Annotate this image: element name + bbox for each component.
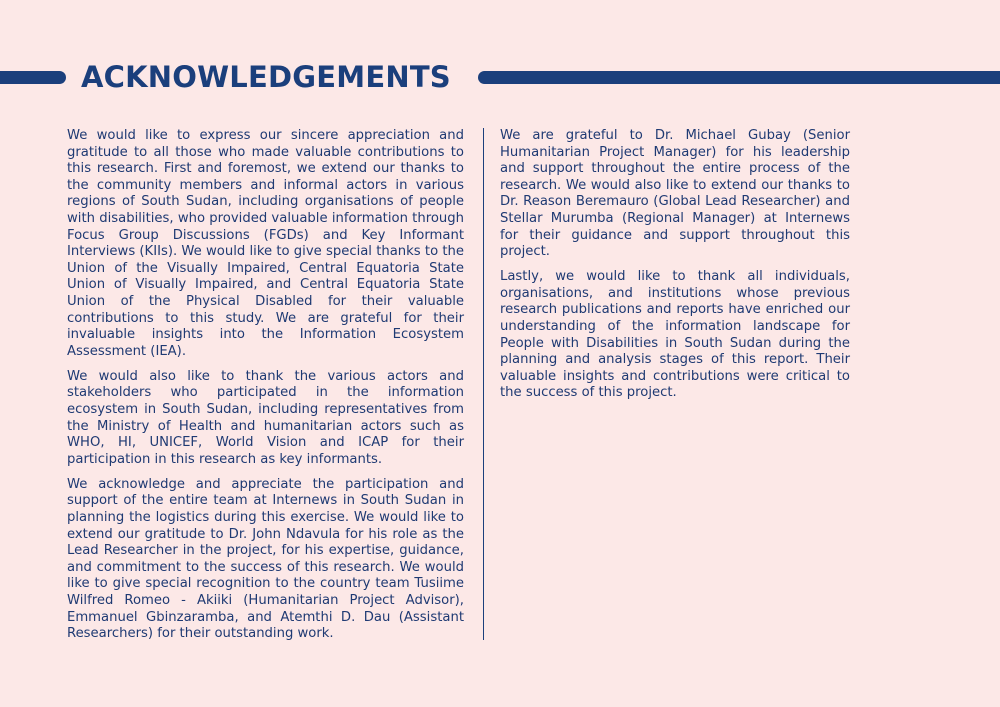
- paragraph: Lastly, we would like to thank all individuals, organisations, and institutions whose previous research publications and reports have enriched our understanding of the information landscape for People with Disabilities in South Sudan during the planning and analysis stages of this report. Their valuable insights and contributions were critical to the success of this project.: [500, 269, 850, 401]
- title-bar-left: [0, 71, 66, 84]
- paragraph: We are grateful to Dr. Michael Gubay (Senior Humanitarian Project Manager) for his leadership and support throughout the entire process of the research. We would also like to extend our thanks to Dr. Reason Beremauro (Global Lead Researcher) and Stellar Murumba (Regional Manager) at Internews for their guidance and support throughout this project.: [500, 128, 850, 260]
- paragraph: We would also like to thank the various actors and stakeholders who participated in the information ecosystem in South Sudan, including representatives from the Ministry of Health and humanitarian actors such as WHO, HI, UNICEF, World Vision and ICAP for their participation in this research as key informants.: [67, 368, 464, 467]
- page-title: ACKNOWLEDGEMENTS: [81, 60, 451, 94]
- right-column: [500, 128, 850, 411]
- column-divider: [483, 128, 484, 640]
- title-bar-right: [478, 71, 1000, 84]
- paragraph: We would like to express our sincere appreciation and gratitude to all those who made valuable contributions to this research. First and foremost, we extend our thanks to the community members and informal actors in various regions of South Sudan, including organisations of people with disabilities, who provided valuable information through Focus Group Discussions (FGDs) and Key Informant Interviews (KIIs). We would like to give special thanks to the Union of the Visually Impaired, Central Equatoria State Union of Visually Impaired, and Central Equatoria State Union of the Physical Disabled for their valuable contributions to this study. We are grateful for their invaluable insights into the Information Ecosystem Assessment (IEA).: [67, 128, 464, 359]
- left-column: [67, 128, 464, 651]
- paragraph: We acknowledge and appreciate the participation and support of the entire team at Internews in South Sudan in planning the logistics during this exercise. We would like to extend our gratitude to Dr. John Ndavula for his role as the Lead Researcher in the project, for his expertise, guidance, and commitment to the success of this research. We would like to give special recognition to the country team Tusiime Wilfred Romeo - Akiiki (Humanitarian Project Advisor), Emmanuel Gbinzaramba, and Atemthi D. Dau (Assistant Researchers) for their outstanding work.: [67, 476, 464, 642]
